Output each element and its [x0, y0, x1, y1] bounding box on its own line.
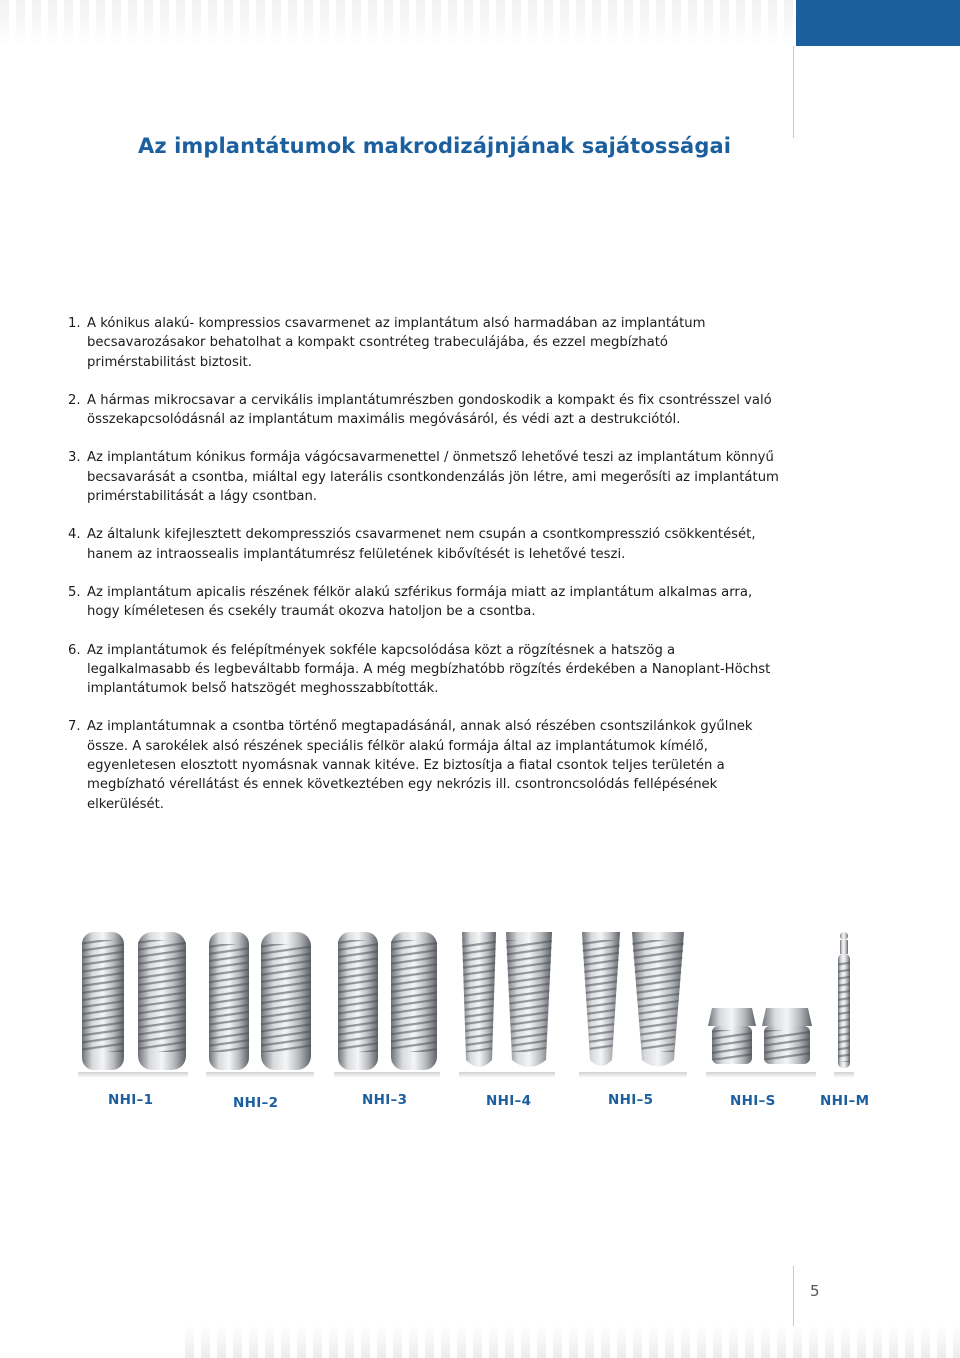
list-item	[60, 583, 780, 622]
item-number: 6.	[68, 642, 81, 658]
item-text: Az implantátum apicalis részének félkör alakú szférikus formája miatt az implantátum alkalmas arra, hogy kíméletesen és csekély traumát okozva hatoljon be a csontba.	[87, 584, 753, 620]
implant-label: NHI–3	[362, 1092, 408, 1108]
margin-rule-top	[793, 46, 794, 138]
implant-label: NHI–S	[730, 1093, 776, 1109]
list-item	[60, 391, 780, 430]
implant-cylindrical-icon	[206, 932, 314, 1078]
implant-lineup-graphic	[76, 922, 886, 1097]
item-text: Az implantátumok és felépítmények sokféle kapcsolódása közt a rögzítésnek a hatszög a legalkalmasabb és legbeváltabb formája. A még megbízhatóbb rögzítés érdekében a Nanoplant-Höchst implantátumok belső hatszögét meghosszabbították.	[87, 642, 771, 697]
list-item	[60, 641, 780, 699]
list-item	[60, 525, 780, 564]
implant-label: NHI–2	[233, 1095, 279, 1111]
item-text: A hármas mikrocsavar a cervikális implantátumrészben gondoskodik a kompakt és fix csontrésszel való összekapcsolódásnál az implantátum maximális megóvásáról, és védi azt a destrukciótól.	[87, 392, 772, 428]
item-number: 1.	[68, 316, 81, 331]
list-item	[60, 717, 780, 813]
implant-cylindrical-icon	[78, 932, 188, 1078]
top-accent-bar	[796, 0, 960, 46]
item-number: 4.	[68, 527, 81, 543]
item-number: 5.	[68, 584, 81, 600]
top-decorative-stripes	[0, 0, 793, 46]
item-text: Az implantátum kónikus formája vágócsavarmenettel / önmetsző lehetővé teszi az implantátum könnyű becsavarását a csontba, miáltal egy laterális csontkondenzálás jön létre, ami megerősíti az implantátum primérstabilitását a lágy csontban.	[87, 450, 779, 505]
implant-mini-icon	[834, 932, 854, 1078]
item-number: 7.	[68, 719, 81, 735]
implant-label: NHI–5	[608, 1092, 654, 1108]
implant-label: NHI–4	[486, 1093, 532, 1109]
item-text: Az általunk kifejlesztett dekompressziós csavarmenet nem csupán a csontkompresszió csökkentését, hanem az intraossealis implantátumrész felületének kibővítését is lehetővé teszi.	[87, 527, 756, 562]
feature-list	[60, 314, 780, 833]
implant-labels	[76, 1092, 886, 1116]
item-number: 3.	[68, 450, 81, 466]
list-item	[60, 448, 780, 506]
implant-label: NHI–1	[108, 1092, 154, 1108]
page-number: 5	[810, 1282, 820, 1300]
implant-tapered-icon	[579, 932, 687, 1078]
list-item	[60, 314, 780, 372]
item-number: 2.	[68, 392, 81, 408]
implant-cylindrical-icon	[334, 932, 440, 1078]
item-text: A kónikus alakú- kompressios csavarmenet az implantátum alsó harmadában az implantátum becsavarozásakor behatolhat a kompakt csontréteg trabeculájába, és ezzel megbízható primérstabilitást biztosit.	[87, 316, 706, 370]
item-text: Az implantátumnak a csontba történő megtapadásánál, annak alsó részében csontszilánkok gyűlnek össze. A sarokélek alsó részének speciális félkör alakú formája által az implantátumok kímélő, egyenletesen elosztott nyomásnak vannak kitéve. Ez biztosítja a fiatal csontok teljes területén a megbízható vérellátást és ennek következtében egy nekrózis ill. csontroncsolódás fellépésének elkerülését.	[87, 719, 753, 812]
implant-label: NHI–M	[820, 1093, 870, 1109]
implant-tapered-icon	[459, 932, 555, 1078]
page-title: Az implantátumok makrodizájnjának sajátosságai	[138, 134, 732, 158]
bottom-decorative-stripes	[185, 1326, 960, 1358]
implant-short-icon	[706, 1008, 816, 1078]
implant-lineup	[76, 922, 886, 1097]
